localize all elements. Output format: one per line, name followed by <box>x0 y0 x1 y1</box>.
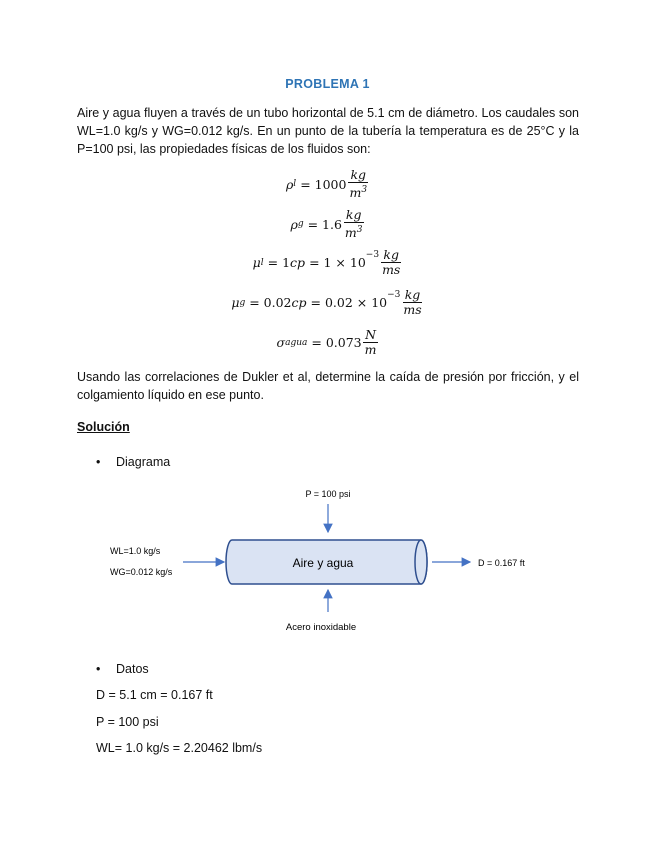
fraction: $\frac{kg}{ms}$ <box>403 287 422 317</box>
solution-heading: Solución <box>77 420 130 434</box>
data-pressure: P = 100 psi <box>96 715 159 729</box>
fraction: $\frac{kg}{ms}$ <box>382 247 401 277</box>
pipe-diagram <box>0 480 655 640</box>
problem-statement: Aire y agua fluyen a través de un tubo horizontal de 5.1 cm de diámetro. Los caudales son WL=1.0 kg/s y WG=0.012 kg/s. En un punto de la tubería la temperatura es de 25°C y la P=100 psi, las propiedades físicas de los fluidos son: <box>77 106 579 156</box>
data-diameter: D = 5.1 cm = 0.167 ft <box>96 688 213 702</box>
pipe-end-cap <box>415 540 427 584</box>
fraction: $\frac{N}{m}$ <box>364 327 377 357</box>
data-liquid-flow: WL= 1.0 kg/s = 2.20462 lbm/s <box>96 741 263 755</box>
diameter-label: D = 0.167 ft <box>478 558 525 568</box>
equation-mu-gas: μ g = 0.02 cp = 0.02 × 10 $^{-3}$ $\frac{kg}{ms}$ <box>231 287 422 317</box>
equation-sigma-water: σ agua = 0.073 $\frac{N}{m}$ <box>276 327 377 357</box>
pipe-label: Aire y agua <box>292 556 354 570</box>
bullet-icon: • <box>96 455 101 469</box>
bullet-diagram: • Diagrama <box>96 455 171 469</box>
equation-mu-liquid: μ l = 1 cp = 1 × 10 $^{-3}$ $\frac{kg}{ms}$ <box>252 247 401 277</box>
equation-rho-gas: ρ g = 1.6 $\frac{kg}{m^3}$ <box>290 207 363 241</box>
equation-rho-liquid: ρ l = 1000 $\frac{kg}{m^3}$ <box>285 167 368 201</box>
material-label: Acero inoxidable <box>285 622 357 633</box>
bullet-data: • Datos <box>96 662 149 676</box>
bullet-icon: • <box>96 662 101 676</box>
fraction: $\frac{kg}{m^3}$ <box>349 167 368 201</box>
pressure-label: P = 100 psi <box>305 489 351 499</box>
wg-label: WG=0.012 kg/s <box>110 567 173 577</box>
question-text: Usando las correlaciones de Dukler et al, determine la caída de presión por fricción, y el colgamiento líquido en ese punto. <box>77 370 579 402</box>
problem-title: PROBLEMA 1 <box>285 77 370 91</box>
fraction: $\frac{kg}{m^3}$ <box>344 207 363 241</box>
wl-label: WL=1.0 kg/s <box>110 546 161 556</box>
